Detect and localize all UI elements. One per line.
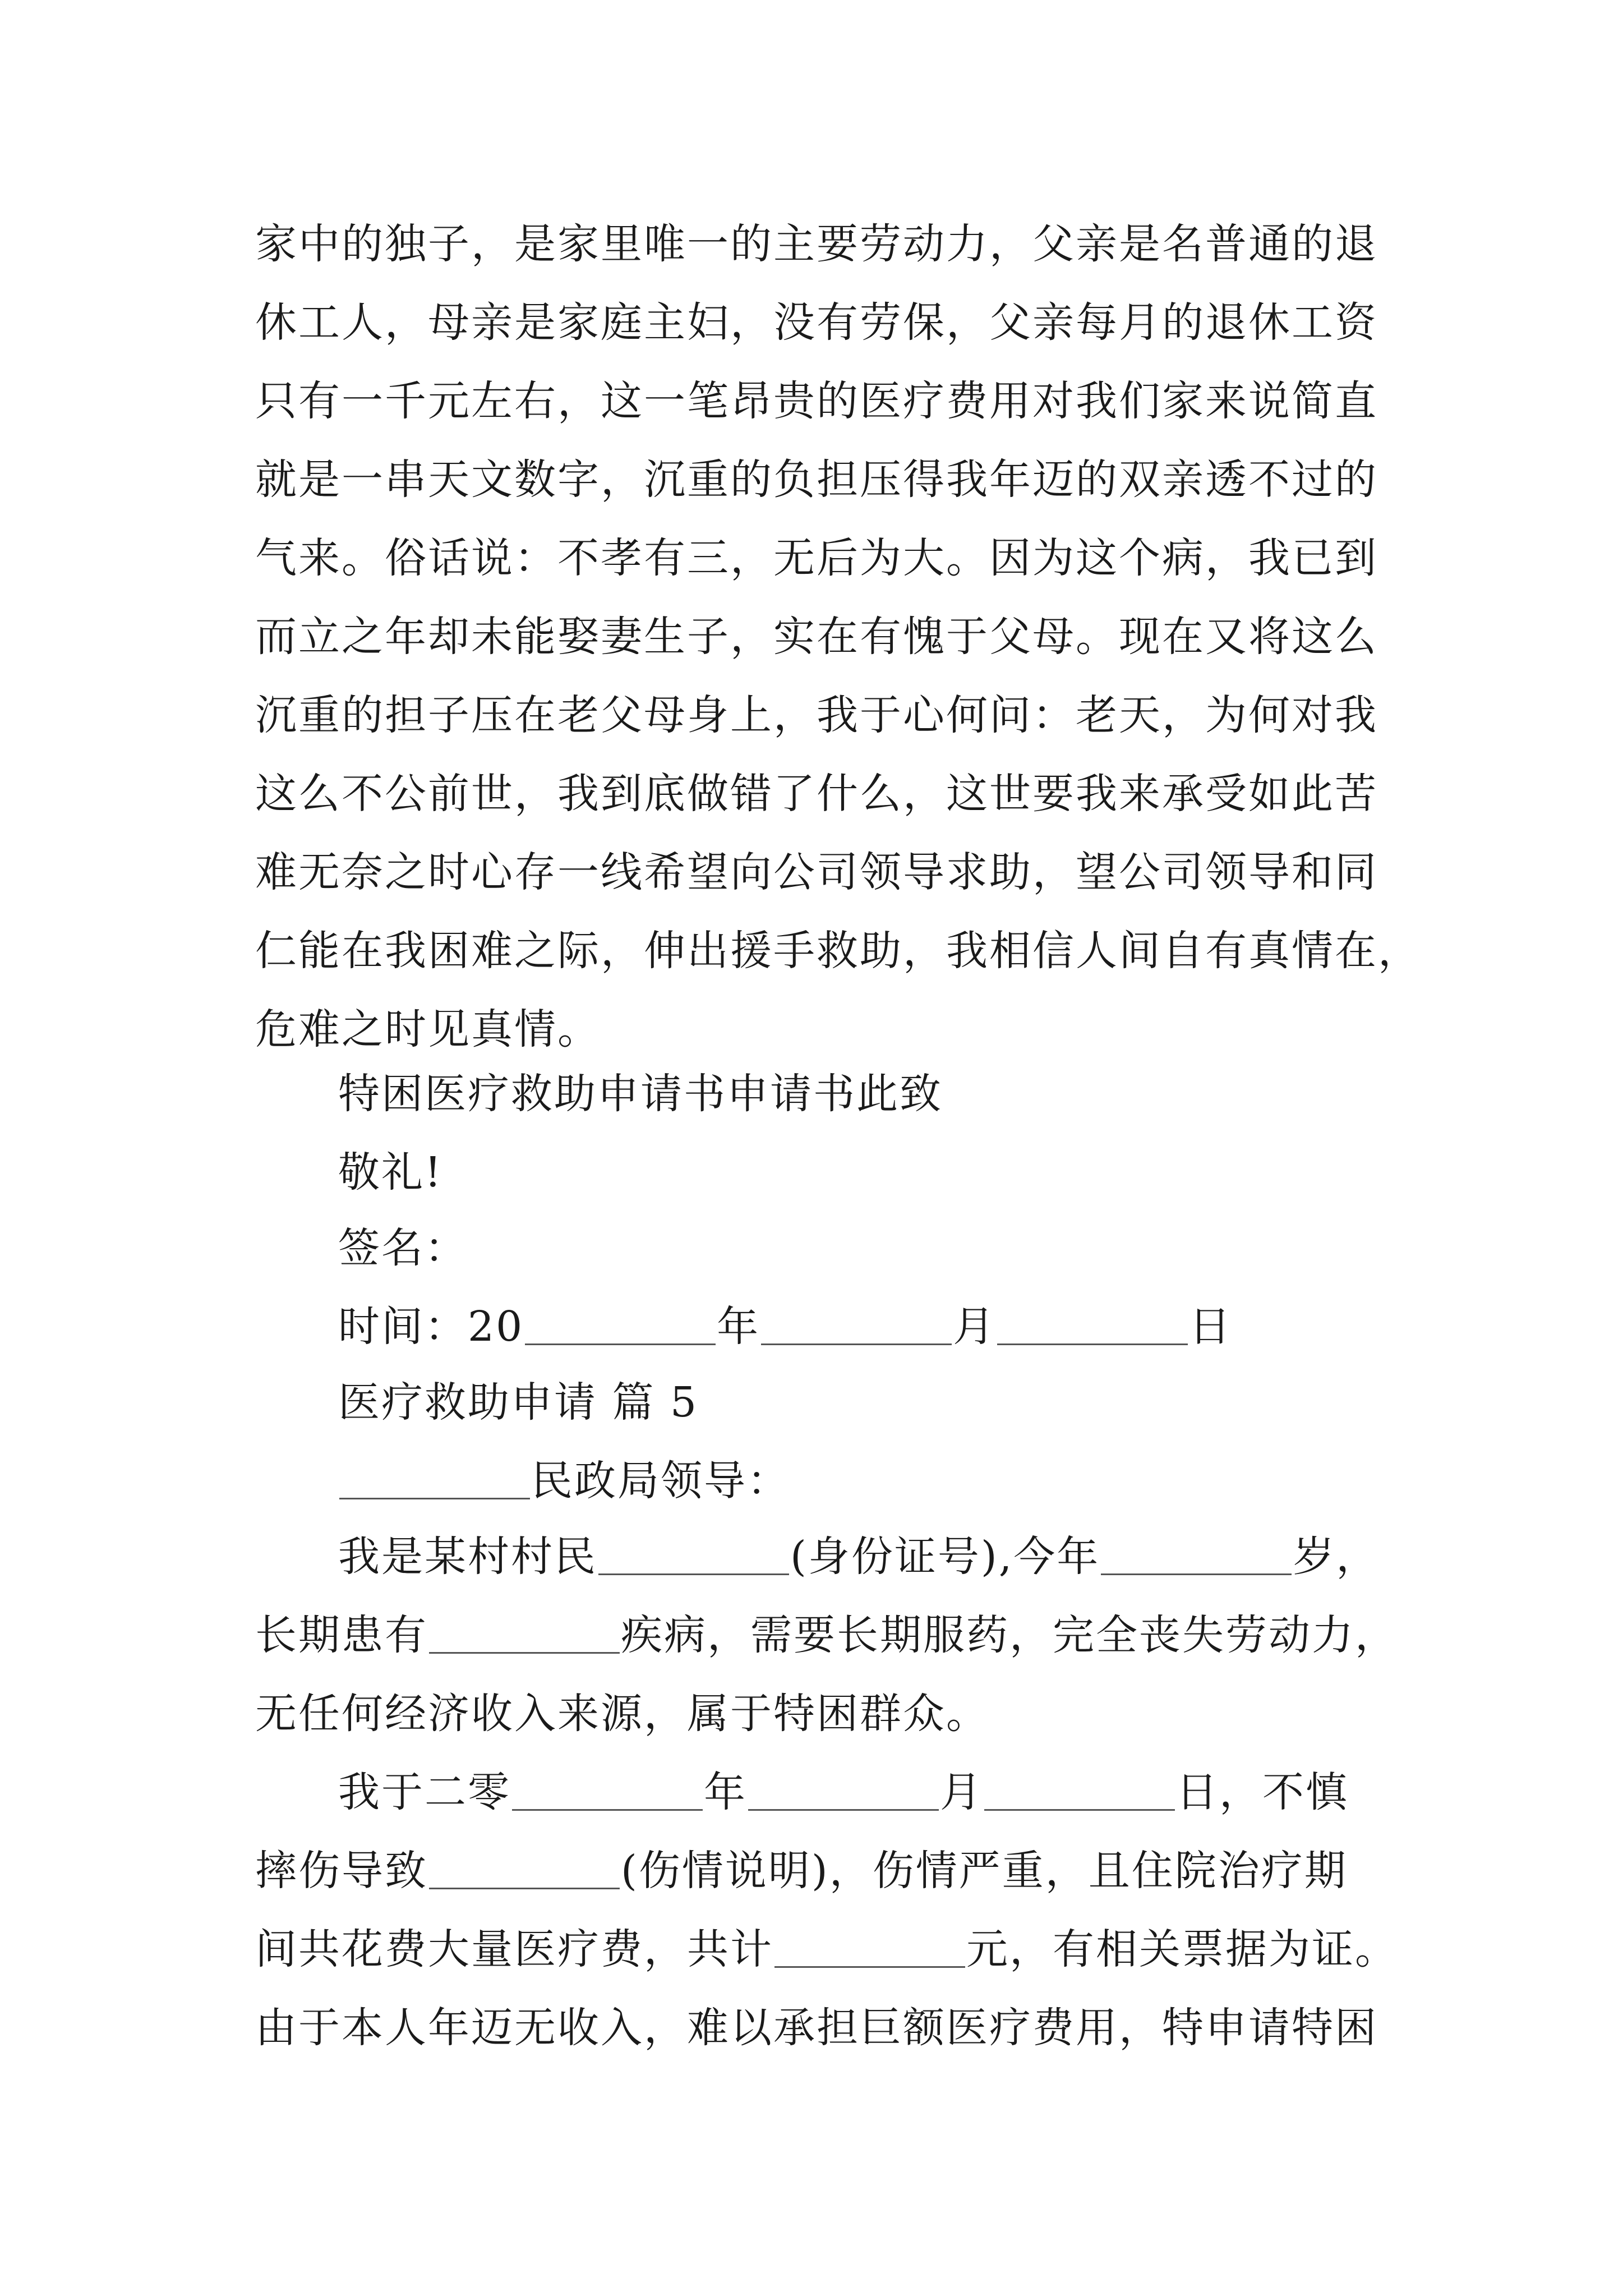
text-line	[338, 1764, 1349, 1820]
text-segment: 长期患有	[255, 1611, 428, 1659]
closing-line: 特困医疗救助申请书申请书此致	[338, 1070, 943, 1118]
text-line: 气来。俗话说：不孝有三，无后为大。因为这个病，我已到	[255, 534, 1378, 582]
text-line: 无任何经济收入来源，属于特困群众。	[255, 1690, 989, 1738]
text-line	[255, 1843, 1348, 1899]
injury-day-blank[interactable]	[984, 1770, 1175, 1811]
text-segment: 间共花费大量医疗费，共计	[255, 1925, 773, 1973]
text-segment: 岁，	[1293, 1533, 1380, 1581]
text-segment: (伤情说明)，伤情严重，且住院治疗期	[621, 1847, 1348, 1895]
text-line	[338, 1529, 1379, 1585]
text-segment: 我是某村村民	[338, 1533, 597, 1581]
year-label: 年	[717, 1303, 760, 1351]
year-blank[interactable]	[525, 1304, 716, 1345]
signature-label: 签名：	[338, 1224, 468, 1272]
text-segment: 元，有相关票据为证。	[966, 1925, 1398, 1973]
text-line	[255, 1921, 1398, 1977]
text-line: 而立之年却未能娶妻生子，实在有愧于父母。现在又将这么	[255, 613, 1378, 661]
amount-blank[interactable]	[774, 1927, 965, 1968]
text-segment: 年	[704, 1768, 747, 1816]
text-segment: 摔伤导致	[255, 1847, 428, 1895]
day-blank[interactable]	[997, 1304, 1188, 1345]
bureau-blank[interactable]	[339, 1458, 530, 1499]
text-line: 难无奈之时心存一线希望向公司领导求助，望公司领导和同	[255, 848, 1378, 896]
text-line: 家中的独子，是家里唯一的主要劳动力，父亲是名普通的退	[255, 220, 1378, 268]
date-line	[338, 1299, 1232, 1355]
text-line: 只有一千元左右，这一笔昂贵的医疗费用对我们家来说简直	[255, 377, 1378, 425]
text-line: 仁能在我困难之际，伸出援手救助，我相信人间自有真情在，	[255, 927, 1421, 975]
text-segment: 月	[940, 1768, 983, 1816]
villager-name-blank[interactable]	[598, 1534, 789, 1575]
injury-month-blank[interactable]	[748, 1770, 939, 1811]
time-prefix: 时间：20	[338, 1303, 524, 1351]
text-segment: 日，不慎	[1176, 1768, 1349, 1816]
text-line: 危难之时见真情。	[255, 1005, 601, 1053]
injury-blank[interactable]	[429, 1848, 620, 1889]
addressee-line	[338, 1453, 790, 1509]
text-line: 由于本人年迈无收入，难以承担巨额医疗费用，特申请特困	[255, 2004, 1378, 2052]
section-title: 医疗救助申请 篇 5	[338, 1378, 699, 1427]
text-line: 休工人，母亲是家庭主妇，没有劳保，父亲每月的退休工资	[255, 298, 1378, 347]
day-label: 日	[1189, 1303, 1233, 1351]
text-segment: 疾病，需要长期服药，完全丧失劳动力，	[621, 1611, 1398, 1659]
text-line: 沉重的担子压在老父母身上，我于心何问：老天，为何对我	[255, 691, 1378, 739]
month-blank[interactable]	[761, 1304, 952, 1345]
age-blank[interactable]	[1101, 1534, 1292, 1575]
injury-year-blank[interactable]	[512, 1770, 703, 1811]
disease-blank[interactable]	[429, 1613, 620, 1654]
month-label: 月	[953, 1303, 997, 1351]
text-segment: (身份证号),今年	[790, 1533, 1100, 1581]
text-line: 就是一串天文数字，沉重的负担压得我年迈的双亲透不过的	[255, 455, 1378, 504]
addressee: 民政局领导：	[531, 1457, 790, 1505]
text-segment: 我于二零	[338, 1768, 511, 1816]
text-line	[255, 1607, 1398, 1663]
salutation: 敬礼!	[338, 1148, 443, 1197]
text-line: 这么不公前世，我到底做错了什么，这世要我来承受如此苦	[255, 770, 1378, 818]
